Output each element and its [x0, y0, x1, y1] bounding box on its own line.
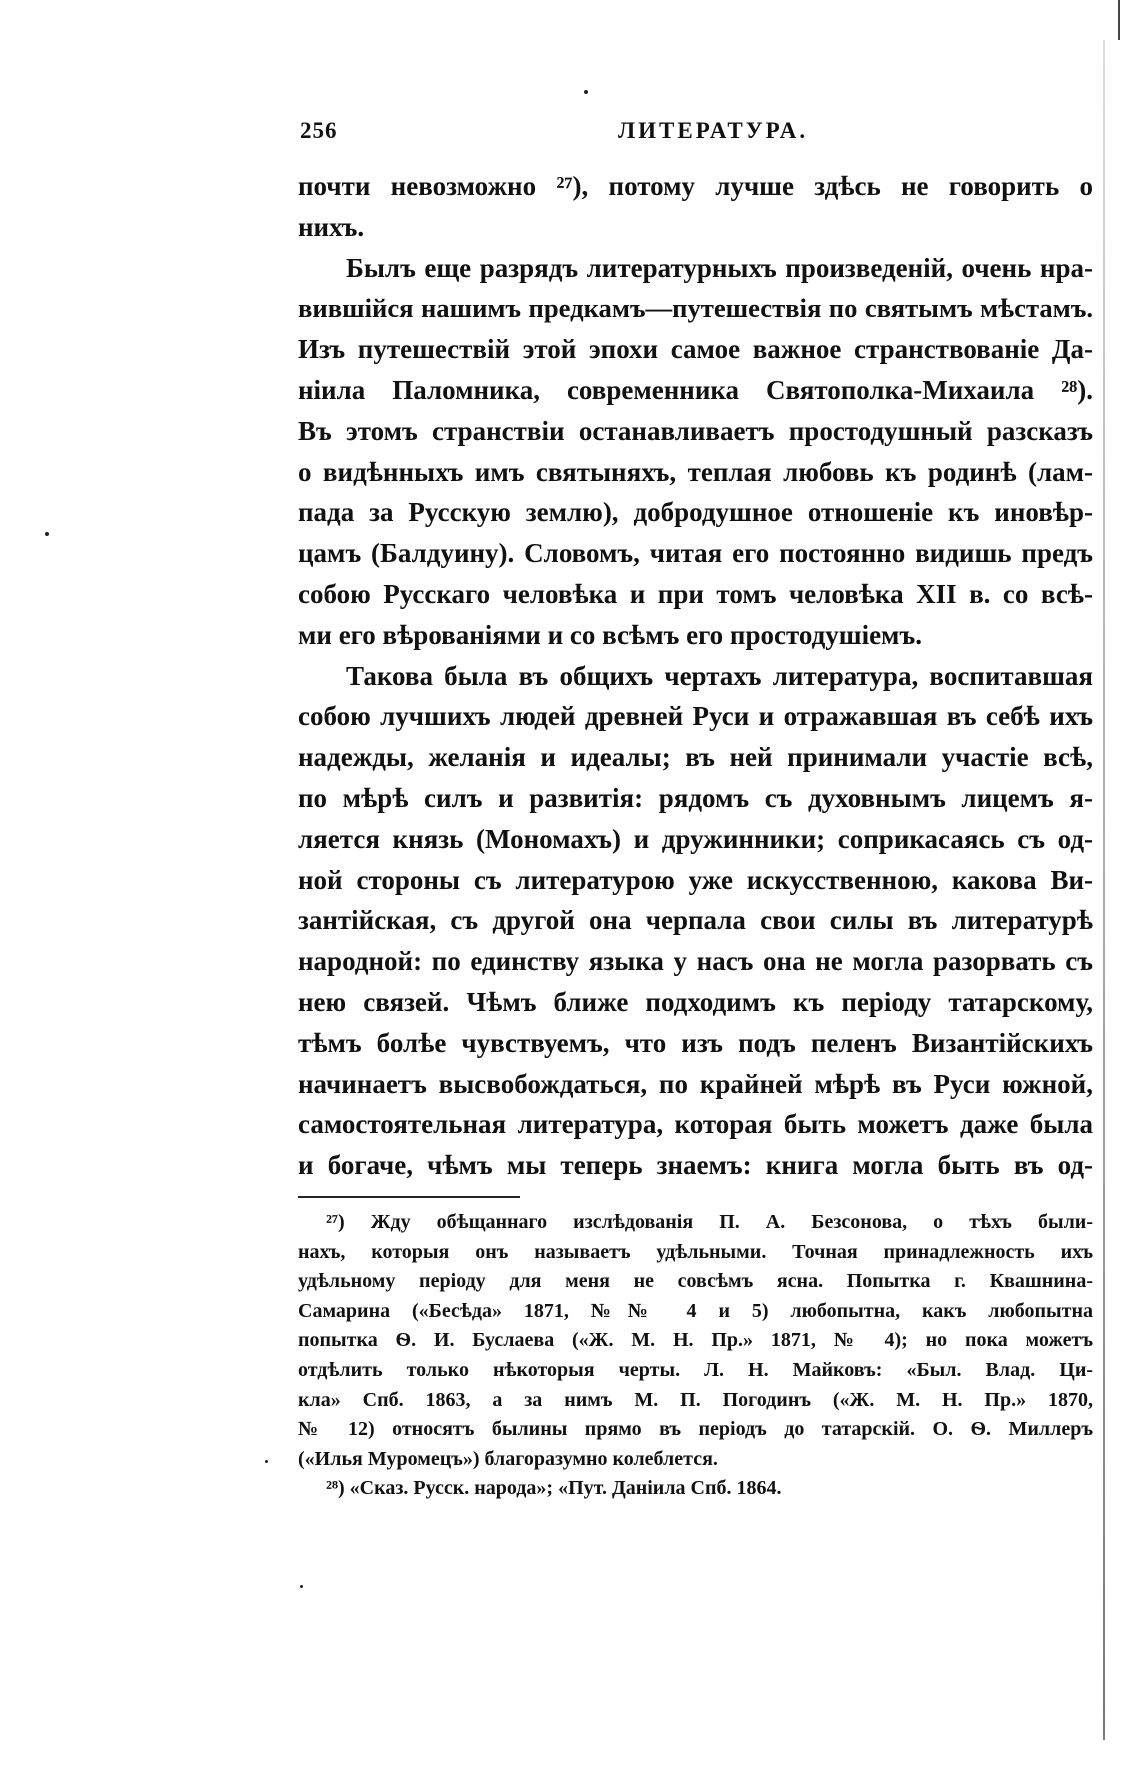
text-line: почти невозможно ²⁷), потому лучше здѣсь не говорить о [298, 171, 1093, 201]
text-line: о видѣнныхъ имъ святыняхъ, теплая любовь къ родинѣ (лам- [298, 456, 1093, 487]
text-line: начинаетъ высвобождаться, по крайней мѣрѣ въ Руси южной, [298, 1068, 1093, 1099]
footnote-line: удѣльному періоду для меня не совсѣмъ ясна. Попытка г. Квашнина- [298, 1270, 1093, 1293]
text-line: надежды, желанія и идеалы; въ ней принимали участіе всѣ, [298, 742, 1093, 773]
footnote-line: ²⁷) Жду обѣщаннаго изслѣдованія П. А. Безсонова, о тѣхъ были- [326, 1211, 1093, 1233]
text-line: пада за Русскую землю), добродушное отношеніе къ иновѣр- [298, 497, 1093, 528]
text-line: самостоятельная литература, которая быть можетъ даже была [298, 1109, 1093, 1140]
text-line: вившійся нашимъ предкамъ—путешествія по святымъ мѣстамъ. [298, 293, 1093, 324]
footnote-line: кла» Спб. 1863, а за нимъ М. П. Погодинъ («Ж. М. Н. Пр.» 1870, [298, 1388, 1093, 1411]
text-line: цамъ (Балдуину). Словомъ, читая его постоянно видишь предъ [298, 538, 1093, 569]
text-line: ляется князь (Мономахъ) и дружинники; соприкасаясь съ од- [298, 823, 1093, 854]
main-text-body [298, 166, 1093, 1186]
text-line: Въ этомъ странствіи останавливаетъ простодушный разсказъ [298, 415, 1093, 446]
ink-speck [45, 532, 49, 536]
footnote-line: попытка Ѳ. И. Буслаева («Ж. М. Н. Пр.» 1871, № 4); но пока можетъ [298, 1329, 1093, 1352]
footnote-line: нахъ, которыя онъ называетъ удѣльными. Точная принадлежность ихъ [298, 1240, 1093, 1263]
footnote-line: № 12) относятъ былины прямо въ періодъ до татарскій. О. Ѳ. Миллеръ [298, 1418, 1093, 1441]
text-line: нихъ. [298, 211, 365, 242]
scan-edge-mark [1118, 0, 1120, 40]
footnote-line: Самарина («Бесѣда» 1871, №№ 4 и 5) любопытна, какъ любопытна [298, 1299, 1093, 1322]
text-line: ной стороны съ литературою уже искусственною, какова Ви- [298, 864, 1093, 895]
text-line: собою Русскаго человѣка и при томъ человѣка XII в. со всѣ- [298, 578, 1093, 609]
text-line: Изъ путешествій этой эпохи самое важное странствованіе Да- [298, 334, 1093, 365]
footnote-line: («Илья Муромецъ») благоразумно колеблется. [298, 1447, 718, 1470]
footnote-line: отдѣлить только нѣкоторыя черты. Л. Н. Майковъ: «Был. Влад. Ци- [298, 1358, 1093, 1381]
text-line: по мѣрѣ силъ и развитія: рядомъ съ духовнымъ лицемъ я- [298, 782, 1093, 813]
footnote-line: ²⁸) «Сказ. Русск. народа»; «Пут. Даніила Спб. 1864. [326, 1477, 782, 1500]
text-line: зантійская, съ другой она черпала свои силы въ литературѣ [298, 905, 1093, 936]
text-line: ніила Паломника, современника Святополка-Михаила ²⁸). [298, 374, 1093, 405]
footnote-separator [298, 1196, 520, 1198]
footnotes [298, 1208, 1093, 1504]
text-line: собою лучшихъ людей древней Руси и отражавшая въ себѣ ихъ [298, 701, 1093, 732]
text-line: тѣмъ болѣе чувствуемъ, что изъ подъ пеленъ Византійскихъ [298, 1027, 1093, 1058]
text-line: Такова была въ общихъ чертахъ литература, воспитавшая [346, 660, 1093, 691]
ink-speck [265, 1460, 268, 1463]
running-title: ЛИТЕРАТУРА. [618, 118, 809, 143]
ink-speck [300, 1585, 303, 1588]
text-line: нею связей. Чѣмъ ближе подходимъ къ періоду татарскому, [298, 986, 1093, 1017]
text-line: Былъ еще разрядъ литературныхъ произведеній, очень нра- [346, 252, 1093, 283]
page-edge-shadow [1103, 40, 1105, 1740]
ink-speck [584, 90, 588, 94]
page-header [300, 118, 1095, 154]
text-line: ми его вѣрованіями и со всѣмъ его простодушіемъ. [298, 619, 922, 650]
page-number: 256 [300, 118, 338, 143]
text-line: народной: по единству языка у насъ она не могла разорвать съ [298, 946, 1093, 977]
text-line: и богаче, чѣмъ мы теперь знаемъ: книга могла быть въ од- [298, 1150, 1093, 1181]
